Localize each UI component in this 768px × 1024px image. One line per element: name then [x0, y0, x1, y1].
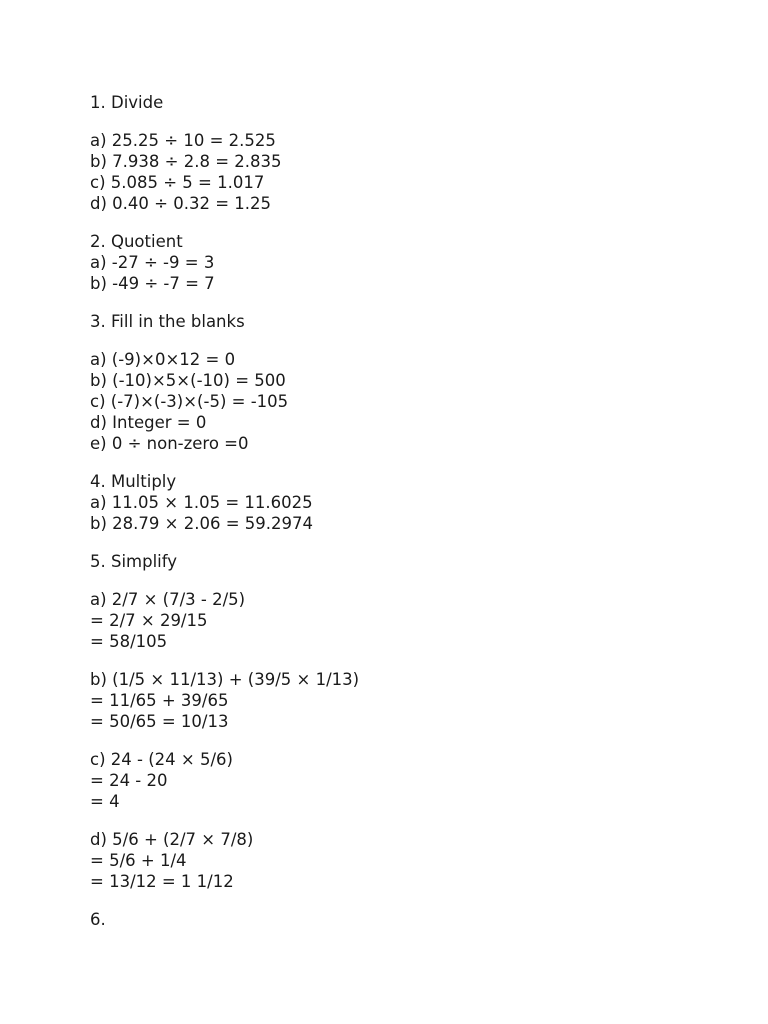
question-heading: 5. Simplify — [90, 552, 178, 571]
answer-line: = 11/65 + 39/65 — [90, 691, 229, 710]
answer-line: a) 11.05 × 1.05 = 11.6025 — [90, 493, 313, 512]
spacer — [90, 214, 730, 231]
answer-line: = 24 - 20 — [90, 771, 168, 790]
answer-line: a) 2/7 × (7/3 - 2/5) — [90, 590, 246, 609]
question-section — [90, 471, 730, 534]
answer-block — [90, 130, 730, 214]
answer-line: e) 0 ÷ non-zero =0 — [90, 434, 249, 453]
answer-line: b) (1/5 × 11/13) + (39/5 × 1/13) — [90, 670, 360, 689]
question-section — [90, 92, 730, 214]
answer-block — [90, 252, 730, 294]
question-section — [90, 311, 730, 454]
spacer — [90, 892, 730, 909]
answer-line: = 13/12 = 1 1/12 — [90, 872, 234, 891]
spacer — [90, 652, 730, 669]
answer-line: d) 5/6 + (2/7 × 7/8) — [90, 830, 254, 849]
answer-line: b) (-10)×5×(-10) = 500 — [90, 371, 286, 390]
answer-block — [90, 749, 730, 812]
answer-line: = 50/65 = 10/13 — [90, 712, 229, 731]
answer-line: d) 0.40 ÷ 0.32 = 1.25 — [90, 194, 272, 213]
answer-line: c) 24 - (24 × 5/6) — [90, 750, 233, 769]
answer-line: = 4 — [90, 792, 120, 811]
question-heading: 6. — [90, 910, 106, 929]
answer-line: b) -49 ÷ -7 = 7 — [90, 274, 215, 293]
question-heading: 1. Divide — [90, 93, 164, 112]
answer-block — [90, 589, 730, 652]
answer-block — [90, 829, 730, 892]
answer-line: c) (-7)×(-3)×(-5) = -105 — [90, 392, 289, 411]
spacer — [90, 812, 730, 829]
spacer — [90, 332, 730, 349]
answer-block — [90, 492, 730, 534]
question-heading: 4. Multiply — [90, 472, 177, 491]
document-page — [90, 92, 730, 930]
spacer — [90, 534, 730, 551]
answer-block — [90, 669, 730, 732]
answer-line: a) 25.25 ÷ 10 = 2.525 — [90, 131, 276, 150]
answer-line: a) -27 ÷ -9 = 3 — [90, 253, 215, 272]
question-section — [90, 231, 730, 294]
spacer — [90, 454, 730, 471]
answer-line: = 58/105 — [90, 632, 168, 651]
question-heading: 2. Quotient — [90, 232, 183, 251]
answer-line: c) 5.085 ÷ 5 = 1.017 — [90, 173, 265, 192]
answer-line: = 5/6 + 1/4 — [90, 851, 187, 870]
question-section — [90, 909, 730, 930]
question-section — [90, 551, 730, 892]
answer-block — [90, 349, 730, 454]
spacer — [90, 572, 730, 589]
question-heading: 3. Fill in the blanks — [90, 312, 245, 331]
answer-line: b) 28.79 × 2.06 = 59.2974 — [90, 514, 313, 533]
answer-line: = 2/7 × 29/15 — [90, 611, 208, 630]
answer-line: a) (-9)×0×12 = 0 — [90, 350, 236, 369]
spacer — [90, 113, 730, 130]
answer-line: d) Integer = 0 — [90, 413, 207, 432]
answer-line: b) 7.938 ÷ 2.8 = 2.835 — [90, 152, 282, 171]
spacer — [90, 732, 730, 749]
spacer — [90, 294, 730, 311]
